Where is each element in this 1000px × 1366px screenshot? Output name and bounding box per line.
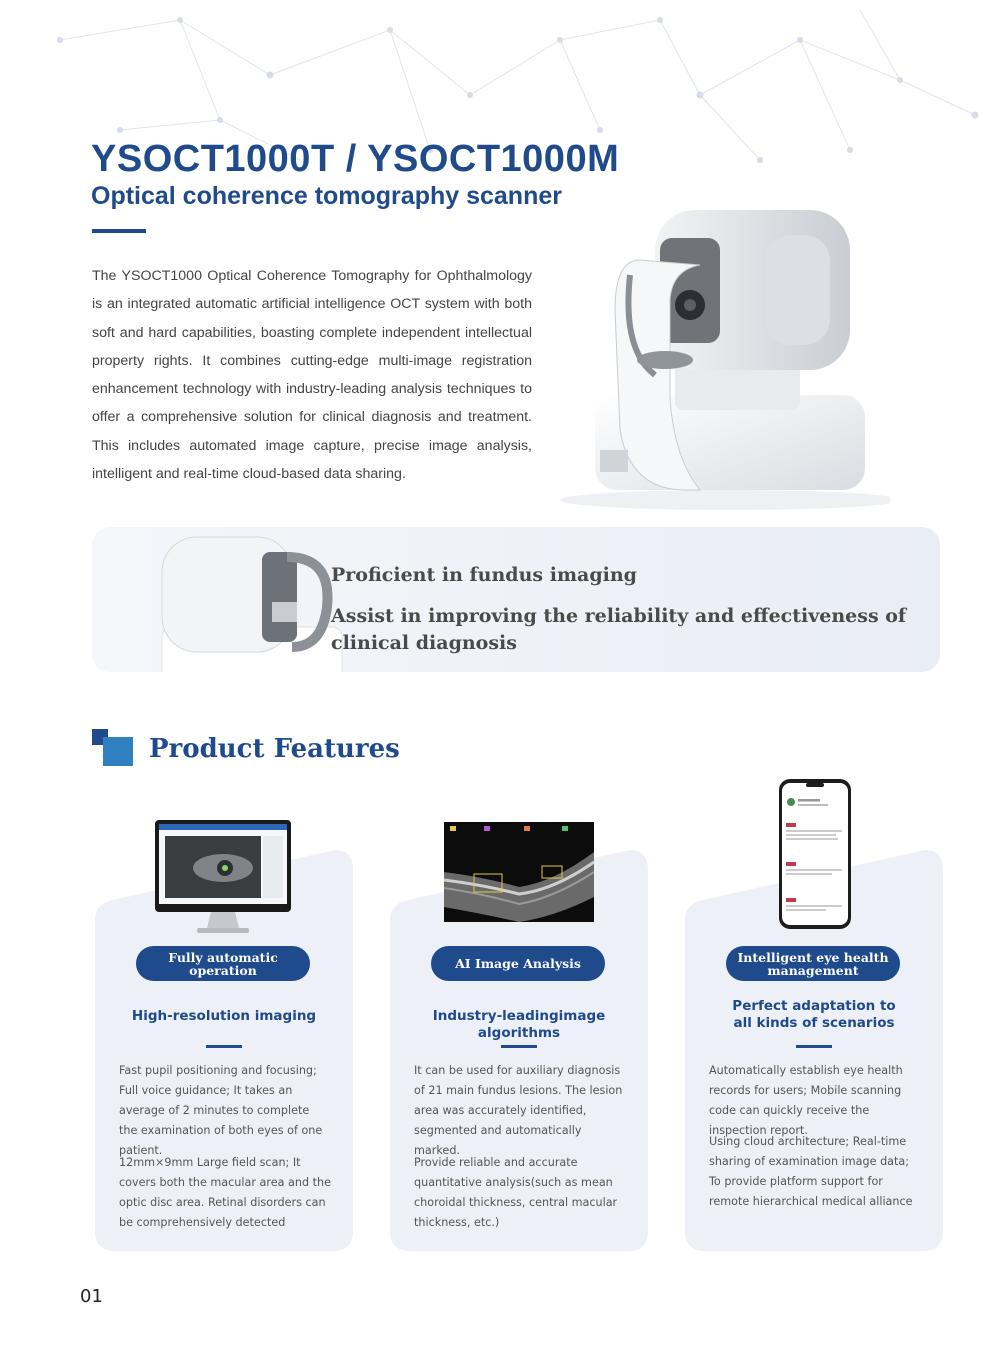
feature-text-1a: Fast pupil positioning and focusing; Full voice guidance; It takes an average of 2 minutes to complete the examination of both eyes of one patient.: [119, 1064, 323, 1157]
feature-divider: [501, 1045, 537, 1048]
product-subtitle: Optical coherence tomography scanner: [91, 182, 562, 210]
feature-subtitle-1: High-resolution imaging: [131, 1008, 317, 1024]
feature-text-1b: 12mm×9mm Large field scan; It covers both the macular area and the optic disc area. Retinal disorders can be comprehensively detected: [119, 1156, 331, 1229]
banner-subline: Assist in improving the reliability and effectiveness of clinical diagnosis: [331, 605, 907, 654]
feature-text-2b: Provide reliable and accurate quantitative analysis(such as mean choroidal thickness, central macular thickness, etc.): [414, 1156, 618, 1229]
feature-divider: [796, 1045, 832, 1048]
feature-text-3a: Automatically establish eye health records for users; Mobile scanning code can quickly receive the inspection report.: [709, 1064, 903, 1137]
feature-text-2a: It can be used for auxiliary diagnosis of 21 main fundus lesions. The lesion area was accurately identified, segmented and automatically marked.: [414, 1064, 623, 1157]
highlight-banner: [92, 527, 940, 672]
feature-divider: [206, 1045, 242, 1048]
page-number: 01: [80, 1286, 103, 1307]
feature-pill-3: Intelligent eye health management: [726, 946, 900, 981]
oct-device-image: [560, 200, 890, 510]
feature-card-1: [95, 850, 353, 1251]
title-underline: [92, 229, 146, 233]
feature-pill-2: AI Image Analysis: [431, 946, 605, 981]
oct-scan-image: [444, 822, 594, 922]
feature-text-3b: Using cloud architecture; Real-time sharing of examination image data; To provide platform support for remote hierarchical medical alliance: [709, 1135, 913, 1208]
section-title: Product Features: [149, 734, 400, 764]
intro-paragraph: The YSOCT1000 Optical Coherence Tomography for Ophthalmology is an integrated automatic artificial intelligence OCT system with both soft and hard capabilities, boasting complete independent intellectual property rights. It combines cutting-edge multi-image registration enhancement technology with industry-leading analysis techniques to offer a comprehensive solution for clinical diagnosis and treatment. This includes automated image capture, precise image analysis, intelligent and real-time cloud-based data sharing.: [92, 268, 532, 483]
feature-pill-1: Fully automatic operation: [136, 946, 310, 981]
feature-card-3: [685, 850, 943, 1251]
oct-device-side-image: [122, 527, 352, 672]
feature-card-2: [390, 850, 648, 1251]
monitor-image: [153, 820, 293, 935]
banner-headline: Proficient in fundus imaging: [331, 564, 637, 586]
feature-subtitle-2: Industry-leadingimage algorithms: [432, 1008, 606, 1041]
smartphone-image: [778, 778, 852, 930]
section-squares-icon: [92, 729, 134, 767]
feature-subtitle-3: Perfect adaptation to all kinds of scenarios: [732, 998, 896, 1031]
product-title: YSOCT1000T / YSOCT1000M: [91, 138, 620, 180]
